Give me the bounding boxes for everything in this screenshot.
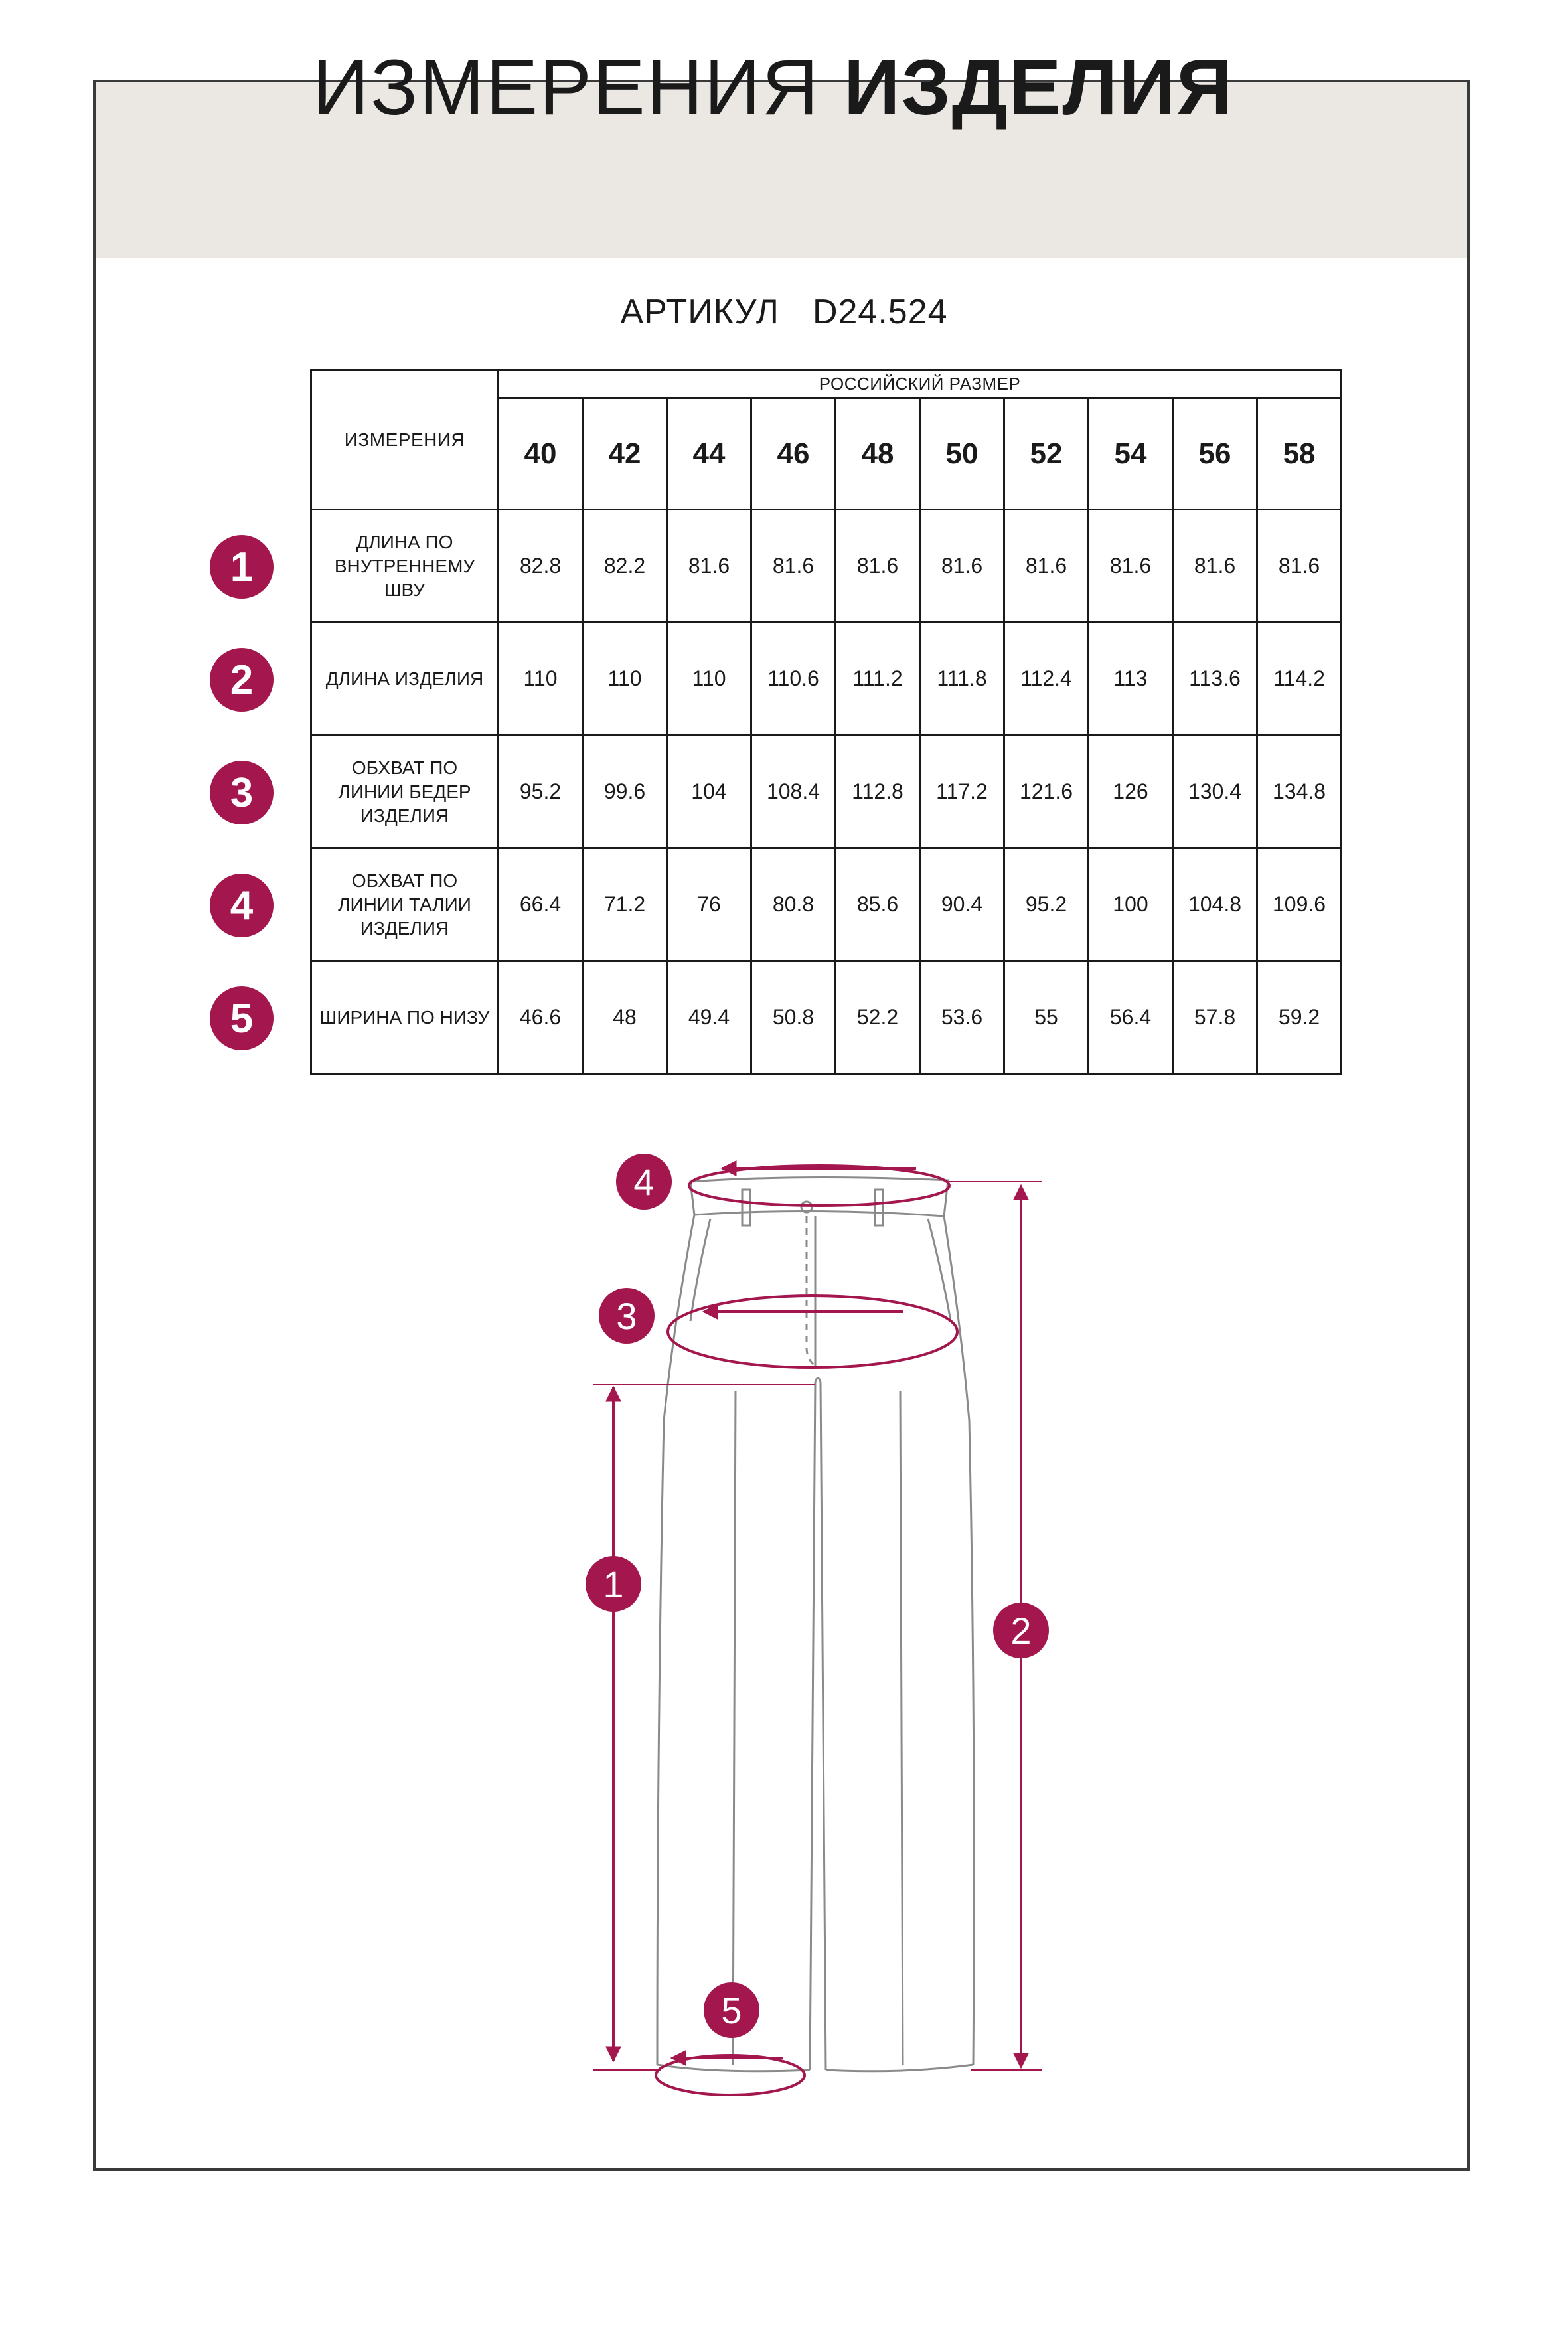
row-number-badge: 4 — [210, 874, 274, 937]
table-cell: 82.8 — [499, 510, 583, 623]
table-cell: 95.2 — [1004, 848, 1089, 961]
table-cell: 52.2 — [836, 961, 920, 1074]
table-cell: 100 — [1089, 848, 1173, 961]
table-cell: 53.6 — [920, 961, 1004, 1074]
table-cell: 48 — [583, 961, 667, 1074]
title-bold: ИЗДЕЛИЯ — [843, 44, 1234, 131]
table-cell: 46.6 — [499, 961, 583, 1074]
table-cell: 56.4 — [1089, 961, 1173, 1074]
table-cell: 99.6 — [583, 736, 667, 848]
marker-2 — [993, 1603, 1049, 1658]
diagram-markers — [586, 1154, 1049, 2038]
table-cell: 110 — [667, 623, 751, 736]
measure-header: ИЗМЕРЕНИЯ — [311, 370, 499, 510]
row-label: ДЛИНА ПО ВНУТРЕННЕМУ ШВУ — [311, 510, 499, 623]
size-header: 48 — [836, 398, 920, 510]
table-cell: 59.2 — [1257, 961, 1342, 1074]
size-header: 56 — [1173, 398, 1257, 510]
table-cell: 130.4 — [1173, 736, 1257, 848]
table-cell: 82.2 — [583, 510, 667, 623]
svg-text:4: 4 — [633, 1161, 655, 1203]
table-cell: 110.6 — [751, 623, 836, 736]
table-cell: 112.4 — [1004, 623, 1089, 736]
table-cell: 90.4 — [920, 848, 1004, 961]
table-cell: 85.6 — [836, 848, 920, 961]
table-cell: 81.6 — [836, 510, 920, 623]
size-header: 40 — [499, 398, 583, 510]
table-cell: 110 — [583, 623, 667, 736]
table-cell: 80.8 — [751, 848, 836, 961]
size-header: 52 — [1004, 398, 1089, 510]
size-header: 44 — [667, 398, 751, 510]
table-cell: 81.6 — [751, 510, 836, 623]
table-cell: 114.2 — [1257, 623, 1342, 736]
svg-text:2: 2 — [1010, 1610, 1032, 1652]
table-cell: 113.6 — [1173, 623, 1257, 736]
row-label: ШИРИНА ПО НИЗУ — [311, 961, 499, 1074]
size-header: 58 — [1257, 398, 1342, 510]
table-cell: 126 — [1089, 736, 1173, 848]
row-label: ОБХВАТ ПО ЛИНИИ БЕДЕР ИЗДЕЛИЯ — [311, 736, 499, 848]
table-cell: 134.8 — [1257, 736, 1342, 848]
title-light: ИЗМЕРЕНИЯ — [313, 44, 820, 131]
table-cell: 81.6 — [920, 510, 1004, 623]
table-cell: 76 — [667, 848, 751, 961]
table-cell: 49.4 — [667, 961, 751, 1074]
size-header: 42 — [583, 398, 667, 510]
size-header: 50 — [920, 398, 1004, 510]
table-cell: 81.6 — [1173, 510, 1257, 623]
size-group-header: РОССИЙСКИЙ РАЗМЕР — [499, 370, 1342, 398]
size-header: 46 — [751, 398, 836, 510]
table-cell: 111.2 — [836, 623, 920, 736]
svg-text:1: 1 — [603, 1563, 624, 1605]
size-header: 54 — [1089, 398, 1173, 510]
table-cell: 66.4 — [499, 848, 583, 961]
table-cell: 81.6 — [1257, 510, 1342, 623]
row-number-badge: 2 — [210, 648, 274, 712]
row-label: ДЛИНА ИЗДЕЛИЯ — [311, 623, 499, 736]
table-cell: 108.4 — [751, 736, 836, 848]
table-cell: 50.8 — [751, 961, 836, 1074]
table-cell: 112.8 — [836, 736, 920, 848]
table-cell: 104 — [667, 736, 751, 848]
row-number-badge: 1 — [210, 535, 274, 599]
marker-5 — [704, 1982, 759, 2038]
marker-1 — [586, 1556, 641, 1612]
table-cell: 81.6 — [667, 510, 751, 623]
table-cell: 111.8 — [920, 623, 1004, 736]
table-cell: 57.8 — [1173, 961, 1257, 1074]
table-cell: 113 — [1089, 623, 1173, 736]
table-cell: 95.2 — [499, 736, 583, 848]
table-cell: 81.6 — [1004, 510, 1089, 623]
row-label: ОБХВАТ ПО ЛИНИИ ТАЛИИ ИЗДЕЛИЯ — [311, 848, 499, 961]
svg-text:3: 3 — [616, 1295, 637, 1337]
table-cell: 81.6 — [1089, 510, 1173, 623]
table-cell: 110 — [499, 623, 583, 736]
table-cell: 71.2 — [583, 848, 667, 961]
table-cell: 109.6 — [1257, 848, 1342, 961]
article-code: D24.524 — [812, 293, 948, 331]
marker-3 — [599, 1288, 655, 1344]
svg-text:5: 5 — [721, 1990, 742, 2031]
table-cell: 104.8 — [1173, 848, 1257, 961]
table-cell: 55 — [1004, 961, 1089, 1074]
article-label: АРТИКУЛ — [620, 293, 779, 331]
table-cell: 117.2 — [920, 736, 1004, 848]
table-cell: 121.6 — [1004, 736, 1089, 848]
marker-4 — [616, 1154, 672, 1210]
row-number-badge: 5 — [210, 986, 274, 1050]
row-number-badge: 3 — [210, 761, 274, 824]
